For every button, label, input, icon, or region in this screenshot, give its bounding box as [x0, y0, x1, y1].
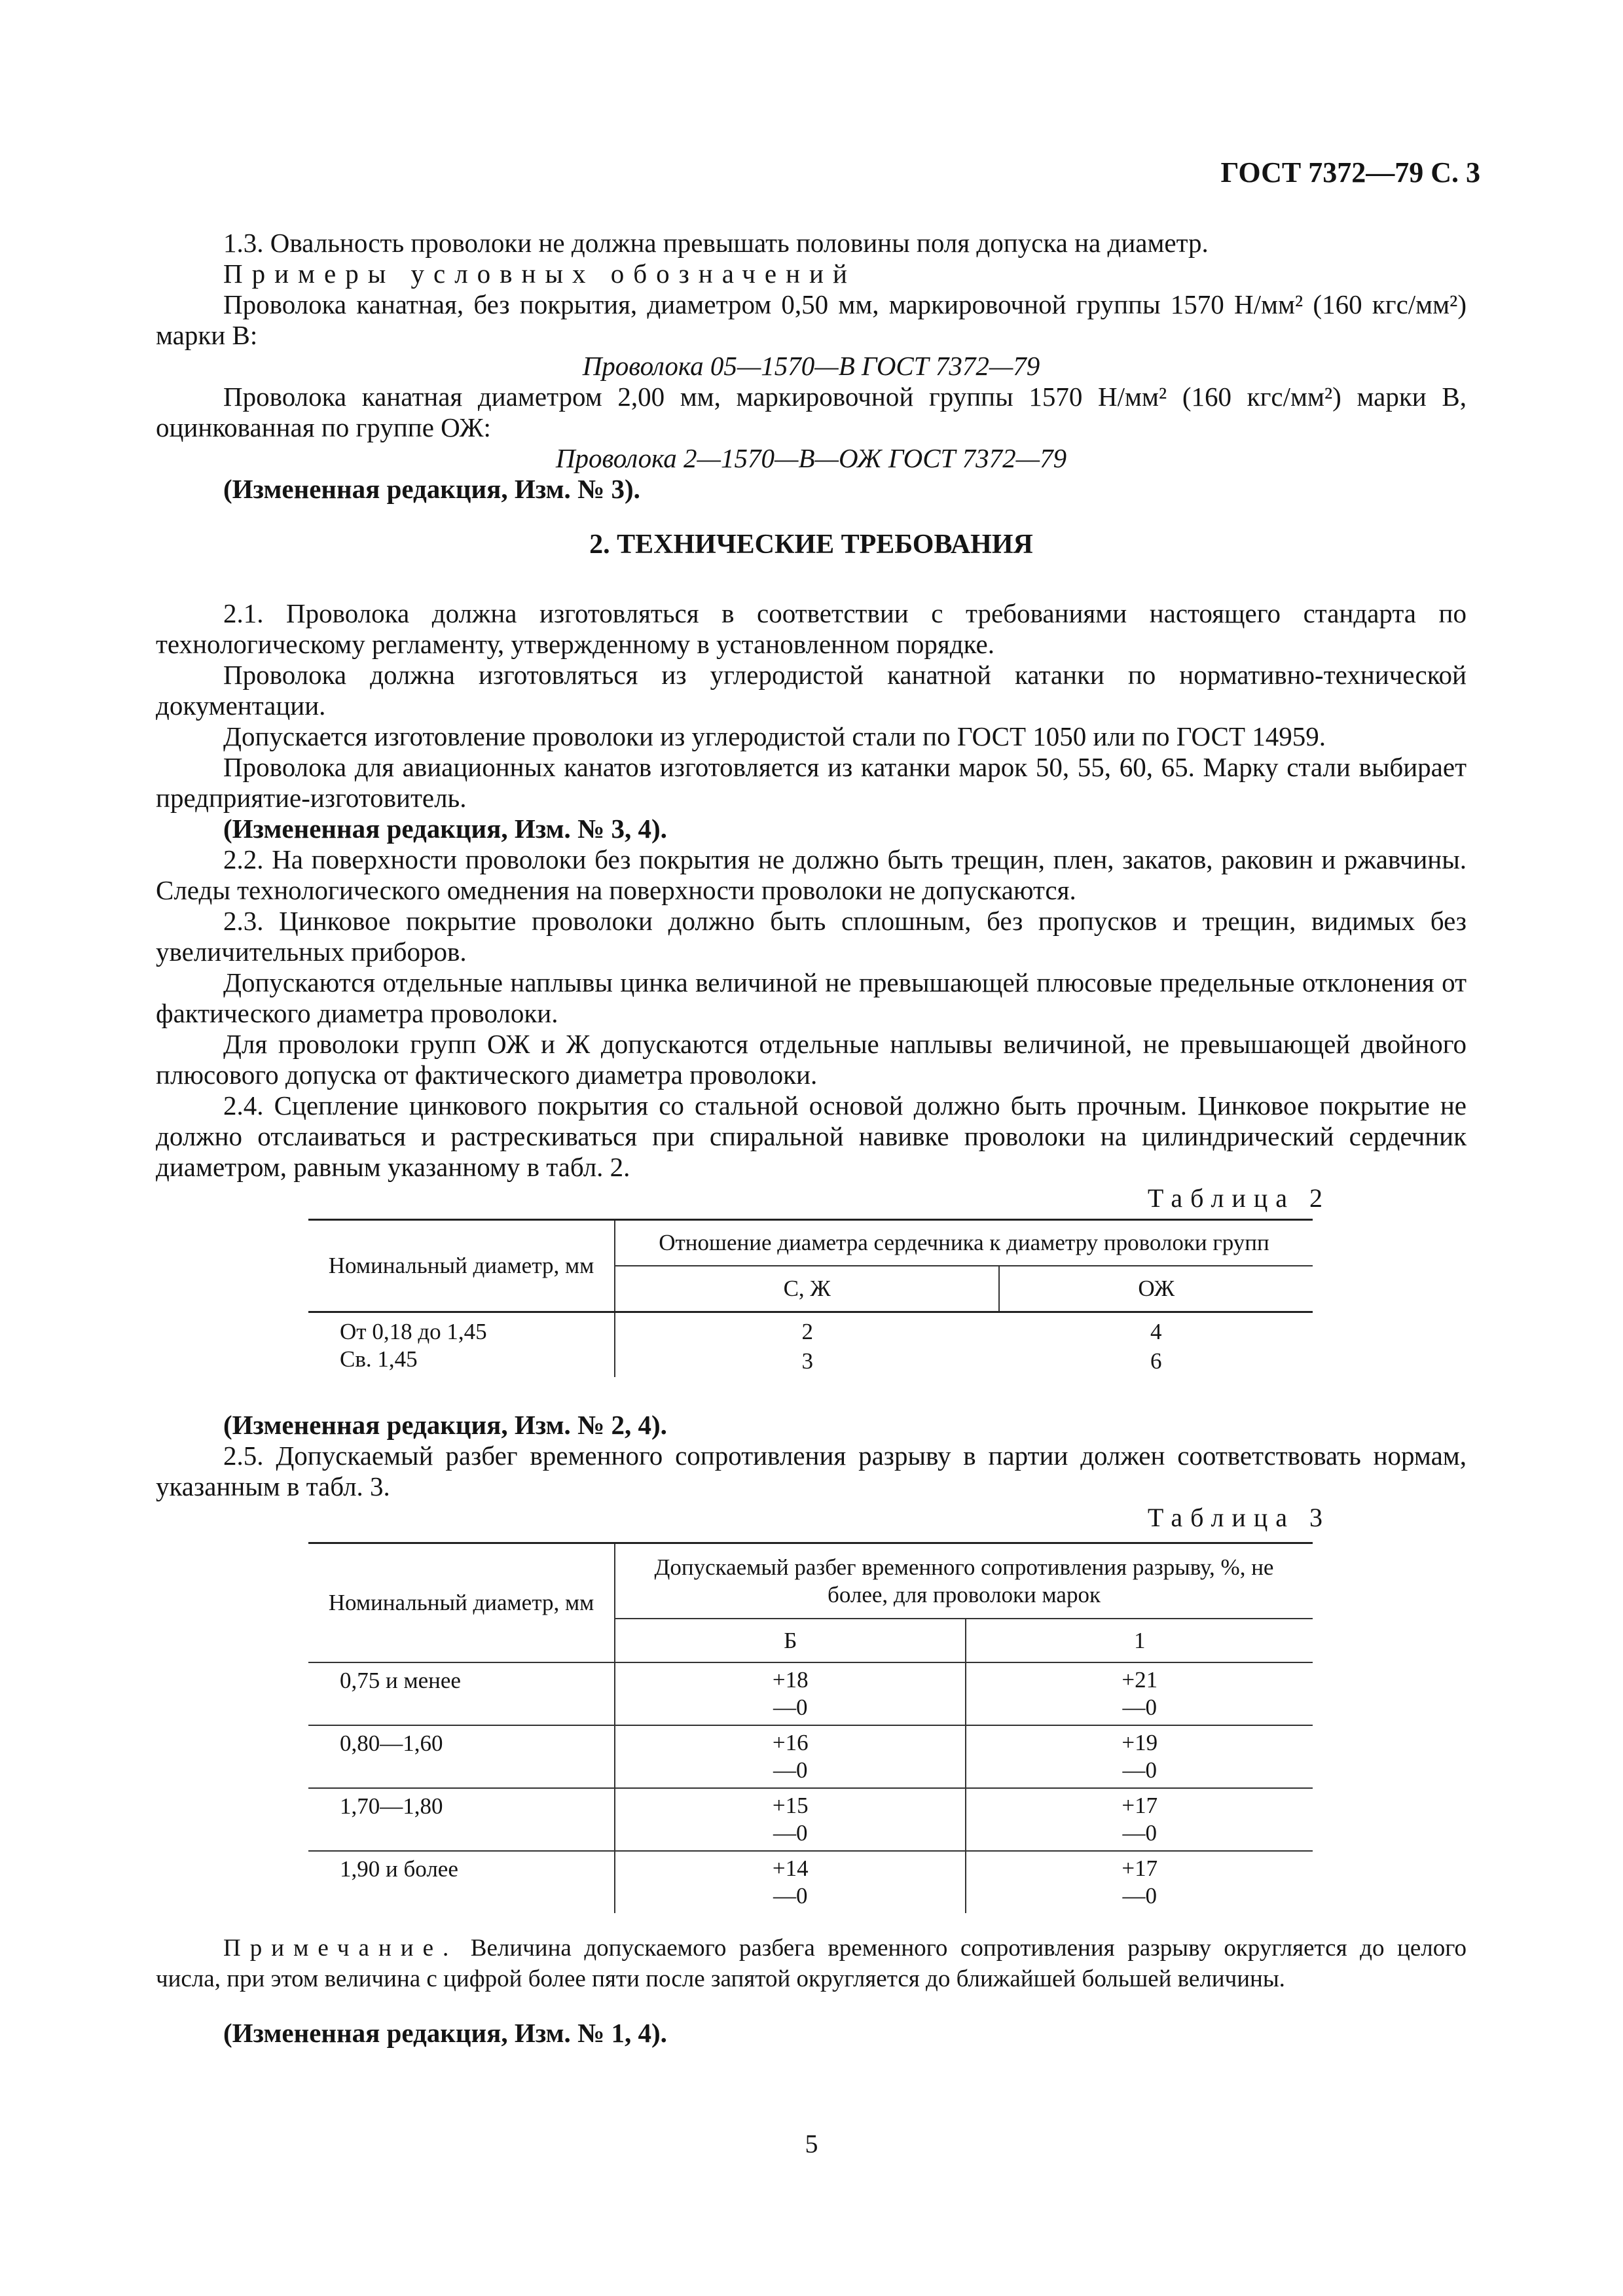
- table-header-cell: Б: [615, 1619, 966, 1662]
- table-3-caption: Таблица 3: [1147, 1503, 1330, 1532]
- example-2-designation: Проволока 2—1570—В—ОЖ ГОСТ 7372—79: [555, 443, 1067, 473]
- page-number: 5: [805, 2129, 818, 2159]
- table-cell: 3: [615, 1346, 999, 1377]
- table-row: [308, 1312, 1313, 1346]
- table-cell: 4: [1150, 1319, 1162, 1344]
- section-2-title: 2. ТЕХНИЧЕСКИЕ ТРЕБОВАНИЯ: [589, 529, 1033, 560]
- table-2-caption: Таблица 2: [1147, 1183, 1330, 1213]
- table-header-cell: ОЖ: [999, 1266, 1313, 1312]
- table-row: [308, 1788, 1313, 1851]
- paragraph-2-3b: Допускаются отдельные наплывы цинка величиной не превышающей плюсовые предельные отклонения от фактического диаметра проволоки.: [156, 967, 1467, 1028]
- tolerance-minus: —0: [1122, 1883, 1157, 1909]
- table-cell: Св. 1,45: [340, 1346, 418, 1372]
- change-note-4: (Измененная редакция, Изм. № 1, 4).: [223, 2018, 667, 2048]
- paragraph-2-1b: Проволока должна изготовляться из углеродистой канатной катанки по нормативно-технической документации.: [156, 660, 1467, 721]
- tolerance-plus: +19: [1122, 1730, 1158, 1755]
- paragraph-2-2: 2.2. На поверхности проволоки без покрытия не должно быть трещин, плен, закатов, раковин и ржавчины. Следы технологического омеднения на поверхности проволоки не допускаются.: [156, 844, 1467, 905]
- paragraph-2-4: 2.4. Сцепление цинкового покрытия со стальной основой должно быть прочным. Цинковое покрытие не должно отслаиваться и растрескиваться при спиральной навивке проволоки на цилиндрический сердечник диаметром, равным указанному в табл. 2.: [156, 1090, 1467, 1182]
- note-label: Примечание.: [223, 1935, 458, 1962]
- table-cell: 6: [1150, 1348, 1162, 1374]
- table-header-cell: Номинальный диаметр, мм: [308, 1220, 615, 1312]
- document-body: [156, 228, 1467, 2049]
- table-header-cell: Отношение диаметра сердечника к диаметру проволоки групп: [615, 1220, 1313, 1266]
- example-1-designation: Проволока 05—1570—В ГОСТ 7372—79: [582, 351, 1040, 381]
- paragraph-2-5: 2.5. Допускаемый разбег временного сопротивления разрыву в партии должен соответствовать нормам, указанным в табл. 3.: [156, 1441, 1467, 1501]
- tolerance-plus: +17: [1122, 1856, 1158, 1881]
- tolerance-plus: +16: [772, 1730, 809, 1755]
- table-cell: 0,80—1,60: [340, 1731, 443, 1756]
- table-cell: [615, 1851, 966, 1913]
- tolerance-plus: +18: [772, 1667, 809, 1693]
- tolerance-minus: —0: [1122, 1695, 1157, 1720]
- table-row: [308, 1662, 1313, 1725]
- example-2-text: Проволока канатная диаметром 2,00 мм, маркировочной группы 1570 Н/мм² (160 кгс/мм²) марки В, оцинкованная по группе ОЖ:: [156, 382, 1467, 442]
- table-header-cell: Допускаемый разбег временного сопротивления разрыву, %, не более, для проволоки марок: [615, 1543, 1313, 1619]
- page-header: ГОСТ 7372—79 С. 3: [1220, 156, 1480, 188]
- tolerance-plus: +21: [1122, 1667, 1158, 1693]
- table-header-cell: 1: [966, 1619, 1313, 1662]
- table-row: [308, 1346, 1313, 1377]
- table-cell: [966, 1788, 1313, 1851]
- examples-title: Примеры условных обозначений: [223, 259, 856, 289]
- tolerance-minus: —0: [1122, 1757, 1157, 1783]
- note-text: Величина допускаемого разбега временного сопротивления разрыву округляется до целого числа, при этом величина с цифрой более пяти после запятой округляется до ближайшей большей величины.: [156, 1935, 1467, 1992]
- table-note: [156, 1933, 1467, 1994]
- table-row: [308, 1725, 1313, 1788]
- table-2: [308, 1219, 1313, 1377]
- change-note-2: (Измененная редакция, Изм. № 3, 4).: [223, 814, 667, 844]
- tolerance-minus: —0: [773, 1695, 808, 1720]
- paragraph-2-3a: 2.3. Цинковое покрытие проволоки должно быть сплошным, без пропусков и трещин, видимых без увеличительных приборов.: [156, 906, 1467, 967]
- table-cell: [615, 1662, 966, 1725]
- tolerance-minus: —0: [1122, 1820, 1157, 1846]
- paragraph-2-1d: Проволока для авиационных канатов изготовляется из катанки марок 50, 55, 60, 65. Марку стали выбирает предприятие-изготовитель.: [156, 752, 1467, 813]
- tolerance-plus: +15: [772, 1793, 809, 1818]
- table-cell: От 0,18 до 1,45: [340, 1319, 487, 1344]
- table-cell: [615, 1725, 966, 1788]
- table-cell: [966, 1662, 1313, 1725]
- change-note-3: (Измененная редакция, Изм. № 2, 4).: [223, 1410, 667, 1440]
- tolerance-minus: —0: [773, 1820, 808, 1846]
- table-header-cell: Номинальный диаметр, мм: [308, 1543, 615, 1663]
- table-cell: 0,75 и менее: [340, 1668, 461, 1693]
- paragraph-1-3: 1.3. Овальность проволоки не должна превышать половины поля допуска на диаметр.: [223, 228, 1209, 258]
- tolerance-plus: +17: [1122, 1793, 1158, 1818]
- paragraph-2-3c: Для проволоки групп ОЖ и Ж допускаются отдельные наплывы величиной, не превышающей двойного плюсового допуска от фактического диаметра проволоки.: [156, 1029, 1467, 1090]
- table-3: [308, 1542, 1313, 1913]
- example-1-text: Проволока канатная, без покрытия, диаметром 0,50 мм, маркировочной группы 1570 Н/мм² (160 кгс/мм²) марки В:: [156, 289, 1467, 350]
- tolerance-minus: —0: [773, 1757, 808, 1783]
- table-cell: [615, 1788, 966, 1851]
- tolerance-minus: —0: [773, 1883, 808, 1909]
- tolerance-plus: +14: [772, 1856, 809, 1881]
- paragraph-2-1c: Допускается изготовление проволоки из углеродистой стали по ГОСТ 1050 или по ГОСТ 14959.: [223, 721, 1326, 751]
- table-cell: 1,70—1,80: [340, 1793, 443, 1819]
- change-note-1: (Измененная редакция, Изм. № 3).: [223, 474, 640, 504]
- table-cell: [966, 1851, 1313, 1913]
- table-header-row: [308, 1543, 1313, 1619]
- table-row: [308, 1851, 1313, 1913]
- table-header-cell: С, Ж: [615, 1266, 999, 1312]
- paragraph-2-1a: 2.1. Проволока должна изготовляться в соответствии с требованиями настоящего стандарта по технологическому регламенту, утвержденному в установленном порядке.: [156, 598, 1467, 659]
- table-cell: 2: [615, 1312, 999, 1346]
- table-cell: [966, 1725, 1313, 1788]
- table-header-row: [308, 1220, 1313, 1266]
- table-cell: 1,90 и более: [340, 1856, 458, 1882]
